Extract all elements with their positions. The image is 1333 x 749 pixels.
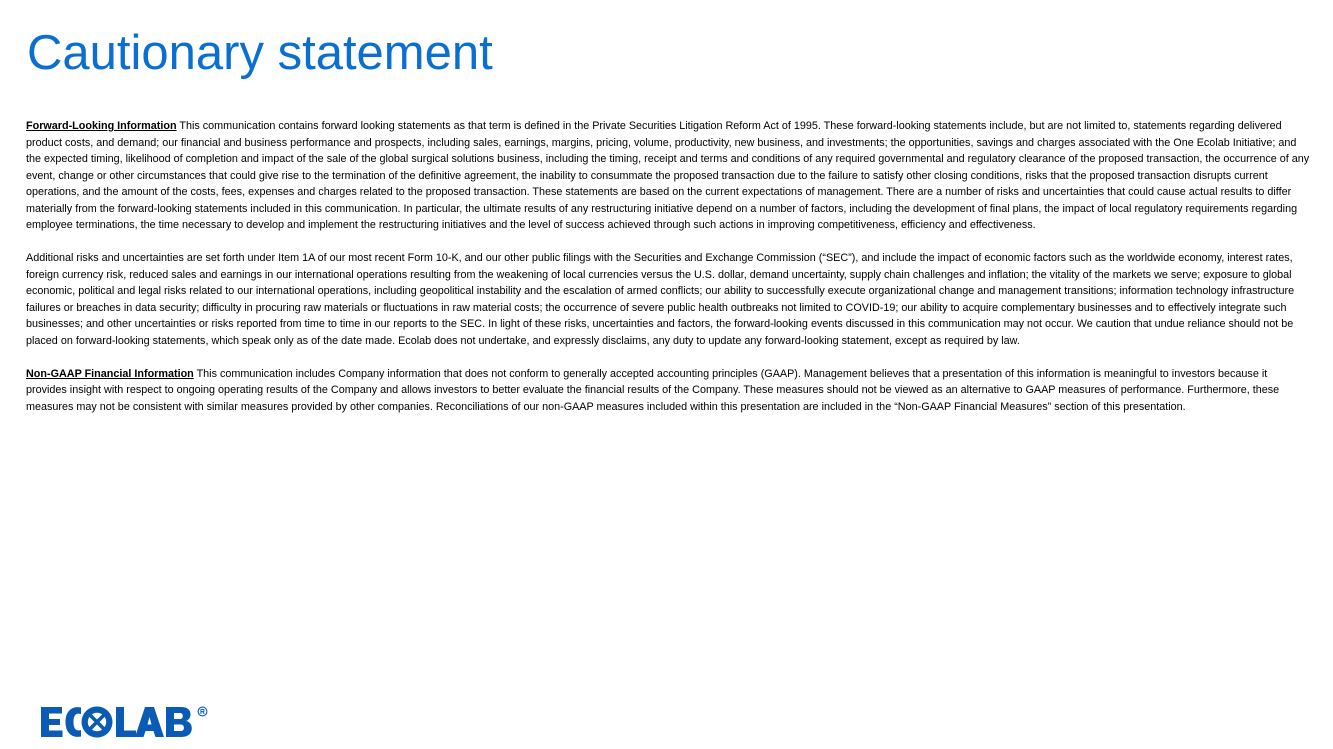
forward-looking-text: This communication contains forward looking statements as that term is defined in the Private Securities Litigation Reform Act of 1995. These forward-looking statements include, but are not limited to, statements regarding delivered product costs, and demand; our financial and business performance and prospects, including sales, earnings, margins, pricing, volume, productivity, new business, and investments; the opportunities, savings and charges associated with the One Ecolab Initiative; and the expected timing, likelihood of completion and impact of the sale of the global surgical solutions business, including the timing, receipt and terms and conditions of any required governmental and regulatory clearance of the proposed transaction, the occurrence of any event, change or other circumstances that could give rise to the termination of the definitive agreement, the inability to consummate the proposed transaction due to the failure to satisfy other closing conditions, risks that the proposed transaction disrupts current operations, and the amount of the costs, fees, expenses and charges related to the proposed transaction. These statements are based on the current expectations of management. There are a number of risks and uncertainties that could cause actual results to differ materially from the forward-looking statements included in this communication. In particular, the ultimate results of any restructuring initiative depend on a number of factors, including the development of final plans, the impact of local regulatory requirements regarding employee terminations, the time necessary to develop and implement the restructuring initiatives and the level of success achieved through such actions in improving competitiveness, efficiency and effectiveness. <box>26 120 1310 231</box>
non-gaap-paragraph <box>26 366 1310 416</box>
ecolab-logo-icon <box>41 704 213 740</box>
cautionary-text <box>26 118 1310 432</box>
forward-looking-paragraph <box>26 118 1310 234</box>
page-title: Cautionary statement <box>27 26 493 80</box>
non-gaap-heading: Non-GAAP Financial Information <box>26 367 194 380</box>
additional-risks-text: Additional risks and uncertainties are set forth under Item 1A of our most recent Form 10-K, and our other public filings with the Securities and Exchange Commission (“SEC”), and include the impact of economic factors such as the worldwide economy, interest rates, foreign currency risk, reduced sales and earnings in our international operations resulting from the weakening of local currencies versus the U.S. dollar, demand uncertainty, supply chain challenges and inflation; the vitality of the markets we serve; exposure to global economic, political and legal risks related to our international operations, including geopolitical instability and the escalation of armed conflicts; our ability to successfully execute organizational change and management transitions; information technology infrastructure failures or breaches in data security; difficulty in procuring raw materials or fluctuations in raw material costs; the occurrence of severe public health outbreaks not limited to COVID-19; our ability to acquire complementary businesses and to effectively integrate such businesses; and other uncertainties or risks reported from time to time in our reports to the SEC. In light of these risks, uncertainties and factors, the forward-looking events discussed in this communication may not occur. We caution that undue reliance should not be placed on forward-looking statements, which speak only as of the date made. Ecolab does not undertake, and expressly disclaims, any duty to update any forward-looking statement, except as required by law. <box>26 252 1295 347</box>
forward-looking-heading: Forward-Looking Information <box>26 120 177 132</box>
non-gaap-text: This communication includes Company information that does not conform to generally accepted accounting principles (GAAP). Management believes that a presentation of this information is meaningful to investors because it provides insight with respect to ongoing operating results of the Company and allows investors to better evaluate the financial results of the Company. These measures should not be viewed as an alternative to GAAP measures of performance. Furthermore, these measures may not be consistent with similar measures provided by other companies. Reconciliations of our non-GAAP measures included within this presentation are included in the “Non-GAAP Financial Measures” section of this presentation. <box>26 367 1280 413</box>
additional-risks-paragraph <box>26 250 1310 349</box>
